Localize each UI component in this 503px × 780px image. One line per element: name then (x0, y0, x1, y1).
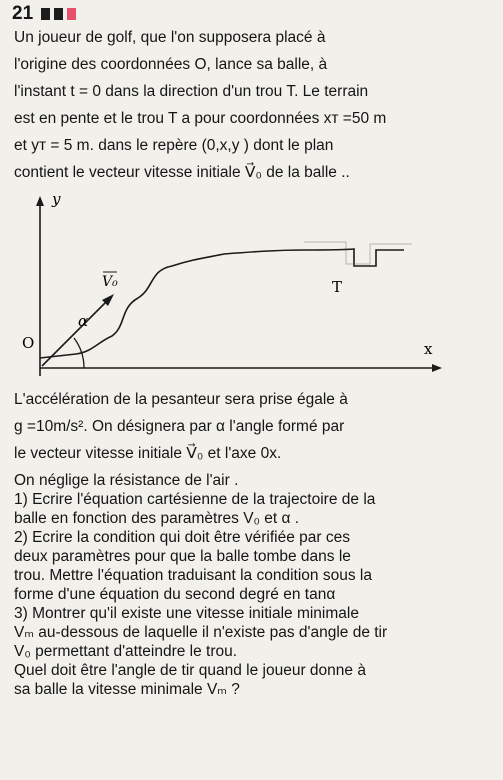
text-line: On néglige la résistance de l'air . (14, 472, 239, 489)
terrain-figure (14, 186, 492, 388)
vector-label: V₀ (102, 274, 118, 290)
bar-mark-accent (67, 8, 76, 20)
text-line: est en pente et le trou T a pour coordonnées xᴛ =50 m (14, 110, 387, 127)
text-line: balle en fonction des paramètres V₀ et α . (14, 510, 300, 527)
bar-mark (54, 8, 63, 20)
text-line: Vₘ au-dessous de laquelle il n'existe pas d'angle de tir (14, 624, 388, 641)
x-axis-label: x (424, 340, 433, 358)
terrain-profile (40, 249, 404, 358)
bar-mark (41, 8, 50, 20)
text-line: Un joueur de golf, que l'on supposera placé à (14, 29, 326, 46)
decorative-bars (41, 8, 76, 20)
velocity-vector (42, 298, 110, 366)
text-line: trou. Mettre l'équation traduisant la condition sous la (14, 567, 372, 584)
question-2: 2) Ecrire la condition qui doit être vérifiée par ces (14, 529, 350, 546)
text-line: deux paramètres pour que la balle tombe dans le (14, 548, 351, 565)
question-1: 1) Ecrire l'équation cartésienne de la trajectoire de la (14, 491, 376, 508)
text-line: sa balle la vitesse minimale Vₘ ? (14, 681, 240, 698)
text-line: L'accélération de la pesanteur sera prise égale à (14, 391, 348, 408)
x-axis-arrow (432, 364, 442, 372)
text-line: V₀ permettant d'atteindre le trou. (14, 643, 238, 660)
text-line: forme d'une équation du second degré en tanα (14, 586, 336, 603)
text-line: Quel doit être l'angle de tir quand le joueur donne à (14, 662, 366, 679)
terrain-diagram (14, 186, 492, 388)
question-3: 3) Montrer qu'il existe une vitesse initiale minimale (14, 605, 359, 622)
text-line: l'origine des coordonnées O, lance sa balle, à (14, 56, 328, 73)
origin-label: O (22, 334, 35, 352)
exercise-header (12, 4, 76, 24)
y-axis-arrow (36, 196, 44, 206)
angle-label: α (78, 312, 89, 330)
text-line: l'instant t = 0 dans la direction d'un trou T. Le terrain (14, 83, 369, 100)
y-axis-label: y (52, 190, 61, 208)
terrain-shadow (304, 242, 412, 264)
questions (14, 390, 496, 699)
exercise-number: 21 (12, 3, 34, 24)
text-line: contient le vecteur vitesse initiale V⃗₀ de la balle .. (14, 164, 350, 181)
problem-statement (14, 24, 494, 186)
hole-label: T (332, 278, 343, 296)
text-line: g =10m/s². On désignera par α l'angle formé par (14, 418, 345, 435)
text-line: et yᴛ = 5 m. dans le repère (0,x,y ) dont le plan (14, 137, 334, 154)
text-line: le vecteur vitesse initiale V⃗₀ et l'axe 0x. (14, 445, 282, 462)
